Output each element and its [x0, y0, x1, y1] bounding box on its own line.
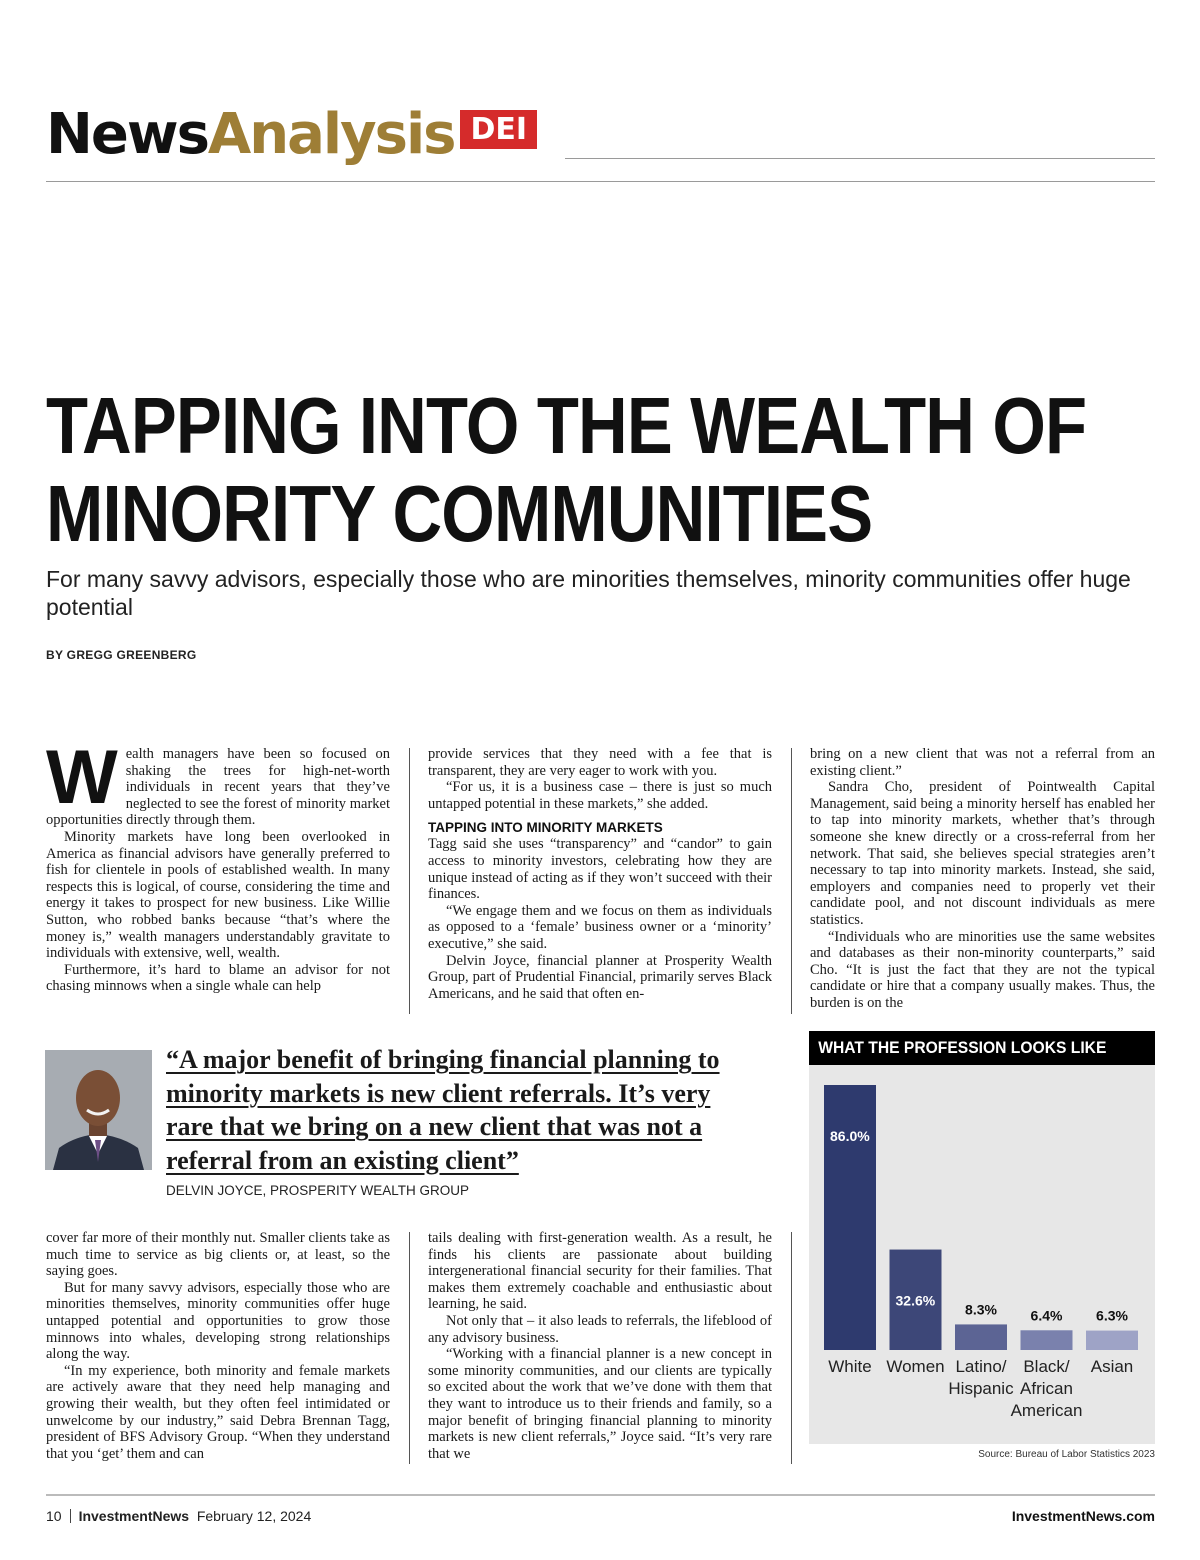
column-1-bottom	[46, 1230, 390, 1462]
masthead-analysis: Analysis	[207, 102, 455, 167]
article-headline	[46, 381, 1087, 558]
bar-value-label: 8.3%	[965, 1301, 997, 1318]
bar-2	[955, 1324, 1007, 1350]
bar-value-label: 86.0%	[830, 1128, 870, 1144]
pull-quote-attribution: DELVIN JOYCE, PROSPERITY WEALTH GROUP	[166, 1183, 470, 1198]
paragraph: Sandra Cho, president of Pointwealth Capital Management, said being a minority herself has enabled her to tap into minority markets, whether that’s through someone she knew directly or a cross-referral from her network. That said, she believes special strategies aren’t necessary to tap into minority markets. Instead, she said, employers and companies need to properly vet their candidate pool, and not discount individuals as mere statistics.	[810, 779, 1155, 928]
footer-site: InvestmentNews.com	[1011, 1508, 1155, 1524]
bar-value-label: 6.3%	[1096, 1307, 1128, 1324]
paragraph: “Individuals who are minorities use the same websites and databases as their non-minority counterparts,” said Cho. “It is just the fact that they are not the typical candidate or hire that a company usually makes. Thus, the burden is on the	[810, 928, 1155, 1011]
paragraph: “Working with a financial planner is a new concept in some minority communities, and our clients are typically so excited about the work that we’ve done with them that they want to introduce us to their friends and family, so a major benefit of bringing financial planning to minority markets is new client referrals,” Joyce said. “It’s very rare that we	[428, 1346, 772, 1462]
paragraph: provide services that they need with a fee that is transparent, they are very eager to work with you.	[428, 746, 772, 779]
byline: BY GREGG GREENBERG	[46, 648, 197, 662]
paragraph: Furthermore, it’s hard to blame an advisor for not chasing minnows when a single whale can help	[46, 961, 390, 995]
pull-quote-line: rare that we bring on a new client that was not a	[166, 1112, 703, 1141]
paragraph: But for many savvy advisors, especially those who are minorities themselves, minority communities offer huge untapped potential and opportunities to grow those minnows into whales, developing strong relationships along the way.	[46, 1279, 390, 1363]
bar-0	[824, 1085, 876, 1350]
article-deck: For many savvy advisors, especially those who are minorities themselves, minority communities offer huge potential	[46, 566, 1131, 620]
issue-date: February 12, 2024	[196, 1508, 312, 1524]
footer-separator	[70, 1509, 71, 1523]
category-label: Hispanic	[948, 1379, 1014, 1398]
chart-source: Source: Bureau of Labor Statistics 2023	[978, 1449, 1155, 1460]
pull-quote-line: “A major benefit of bringing financial planning to	[166, 1045, 720, 1074]
column-1-top	[46, 735, 390, 995]
category-label: American	[1010, 1401, 1083, 1420]
column-3	[810, 746, 1155, 1012]
page-number: 10	[46, 1508, 62, 1524]
column-divider	[409, 748, 410, 1014]
publication-name: InvestmentNews	[78, 1508, 190, 1524]
column-divider	[409, 1232, 410, 1464]
bar-chart	[809, 1065, 1155, 1435]
chart-title-text: WHAT THE PROFESSION LOOKS LIKE	[818, 1038, 1107, 1057]
pull-quote-line: minority markets is new client referrals. It’s very	[166, 1078, 711, 1108]
footer-rule	[46, 1494, 1155, 1496]
paragraph: ealth managers have been so focused on shaking the trees for high-net-worth individuals in recent years that they’ve neglected to see the forest of minority market opportunities directly through them.	[46, 746, 390, 829]
column-divider	[791, 748, 792, 1014]
headshot-illustration	[45, 1050, 152, 1170]
category-label: Asian	[1090, 1357, 1134, 1376]
category-label: Women	[886, 1357, 945, 1376]
masthead-news: News	[46, 102, 208, 167]
paragraph: Tagg said she uses “transparency” and “candor” to gain access to minority investors, celebrating how they are unique instead of acting as if they won’t succeed with their finances.	[428, 836, 772, 903]
drop-cap: W	[46, 735, 118, 820]
pull-quote	[166, 1043, 766, 1177]
headline-line-1: TAPPING INTO THE WEALTH OF	[46, 381, 1087, 470]
paragraph: Not only that – it also leads to referrals, the lifeblood of any advisory business.	[428, 1312, 772, 1346]
paragraph: “In my experience, both minority and female markets are actively aware that they need help managing and growing their wealth, but they often feel intimidated or unwelcome by our industry,” said Debra Brennan Tagg, president of BFS Advisory Group. “When they understand that you ‘get’ them and can	[46, 1362, 390, 1462]
paragraph: Minority markets have long been overlooked in America as financial advisors have generally preferred to fish for clientele in pools of established wealth. In many respects this is logical, of course, considering the time and energy it takes to prospect for new business. Like Willie Sutton, who robbed banks because “that’s where the money is,” wealth managers understandably gravitate to individuals with extensive, well, wealth.	[46, 828, 390, 962]
column-2-bottom	[428, 1230, 772, 1462]
column-2-top	[428, 746, 772, 1002]
pull-quote-line: referral from an existing client”	[166, 1145, 519, 1175]
subhead: TAPPING INTO MINORITY MARKETS	[428, 820, 663, 836]
chart-title	[809, 1031, 1155, 1065]
paragraph: tails dealing with first-generation wealth. As a result, he finds his clients are passionate about building intergenerational financial security for their families. That makes them extremely coachable and enthusiastic about learning, he said.	[428, 1230, 772, 1313]
bar-value-label: 6.4%	[1030, 1307, 1063, 1324]
dei-badge: DEI	[460, 110, 537, 149]
category-label: Black/	[1023, 1357, 1070, 1376]
paragraph: Delvin Joyce, financial planner at Prosperity Wealth Group, part of Prudential Financial, primarily serves Black Americans, and he said that often en-	[428, 952, 772, 1002]
category-label: African	[1020, 1379, 1073, 1398]
bar-4	[1086, 1331, 1138, 1350]
column-divider	[791, 1232, 792, 1464]
masthead-rule-lower	[46, 181, 1155, 182]
paragraph: cover far more of their monthly nut. Smaller clients take as much time to service as big clients or, at least, so the saying goes.	[46, 1230, 390, 1280]
bar-value-label: 32.6%	[895, 1292, 936, 1309]
paragraph: “For us, it is a business case – there is just so much untapped potential in these markets,” she added.	[428, 779, 772, 812]
category-label: Latino/	[955, 1357, 1007, 1376]
paragraph: bring on a new client that was not a referral from an existing client.”	[810, 746, 1155, 779]
headshot-photo	[45, 1050, 152, 1170]
footer-left	[46, 1508, 311, 1524]
section-masthead	[46, 102, 537, 166]
paragraph: “We engage them and we focus on them as individuals as opposed to a ‘female’ business owner or a ‘minority’ executive,” she said.	[428, 902, 772, 952]
bar-3	[1021, 1330, 1073, 1350]
masthead-rule	[565, 158, 1155, 159]
headline-line-2: MINORITY COMMUNITIES	[46, 469, 873, 558]
category-label: White	[828, 1357, 872, 1376]
